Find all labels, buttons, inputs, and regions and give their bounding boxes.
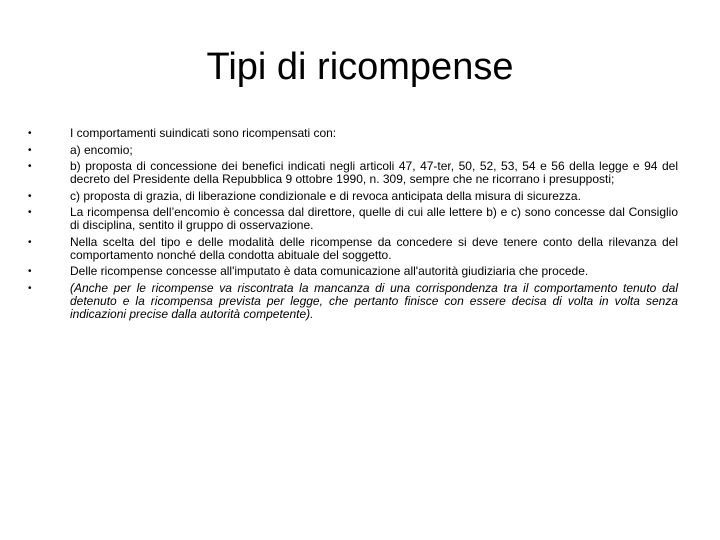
list-item-text: a) encomio; — [70, 142, 133, 157]
list-item-text: I comportamenti suindicati sono ricompensati con: — [70, 126, 337, 140]
list-item-text: c) proposta di grazia, di liberazione condizionale e di revoca anticipata della misura di sicurezza. — [70, 188, 581, 203]
bullet-icon: • — [28, 266, 32, 277]
bullet-icon: • — [28, 190, 32, 202]
list-item — [28, 282, 678, 321]
bullet-list — [28, 127, 678, 324]
list-item — [28, 160, 678, 186]
bullet-icon: • — [28, 282, 32, 294]
list-item — [28, 236, 678, 262]
list-item — [28, 190, 678, 203]
list-item — [28, 144, 678, 157]
slide-title: Tipi di ricompense — [206, 46, 514, 88]
list-item-text: b) proposta di concessione dei benefici indicati negli articoli 47, 47-ter, 50, 52, 53, 54 e 56 della legge e 94 del decreto del Presidente della Repubblica 9 ottobre 1990, n. 309, sempre che ne ricorrano i presupposti; — [70, 159, 678, 186]
bullet-icon: • — [28, 207, 32, 218]
bullet-icon: • — [28, 128, 32, 139]
list-item-text: (Anche per le ricompense va riscontrata la mancanza di una corrispondenza tra il comportamento tenuto dal detenuto e la ricompensa prevista per legge, che pertanto finisce con essere decisa di volta in volta senza indicazioni precise dalla autorità competente). — [70, 280, 678, 321]
list-item-text: Delle ricompense concesse all'imputato è data comunicazione all'autorità giudiziaria che procede. — [70, 264, 589, 278]
bullet-icon: • — [28, 236, 32, 248]
list-item — [28, 127, 678, 140]
bullet-icon: • — [28, 161, 32, 172]
list-item — [28, 206, 678, 232]
list-item-text: Nella scelta del tipo e delle modalità delle ricompense da concedere si deve tenere conto della rilevanza del comportamento nonché della condotta abituale del soggetto. — [70, 234, 678, 262]
list-item — [28, 265, 678, 278]
list-item-text: La ricompensa dell’encomio è concessa dal direttore, quelle di cui alle lettere b) e c) sono concesse dal Consiglio di disciplina, sentito il gruppo di osservazione. — [70, 205, 678, 232]
bullet-icon: • — [28, 144, 32, 156]
